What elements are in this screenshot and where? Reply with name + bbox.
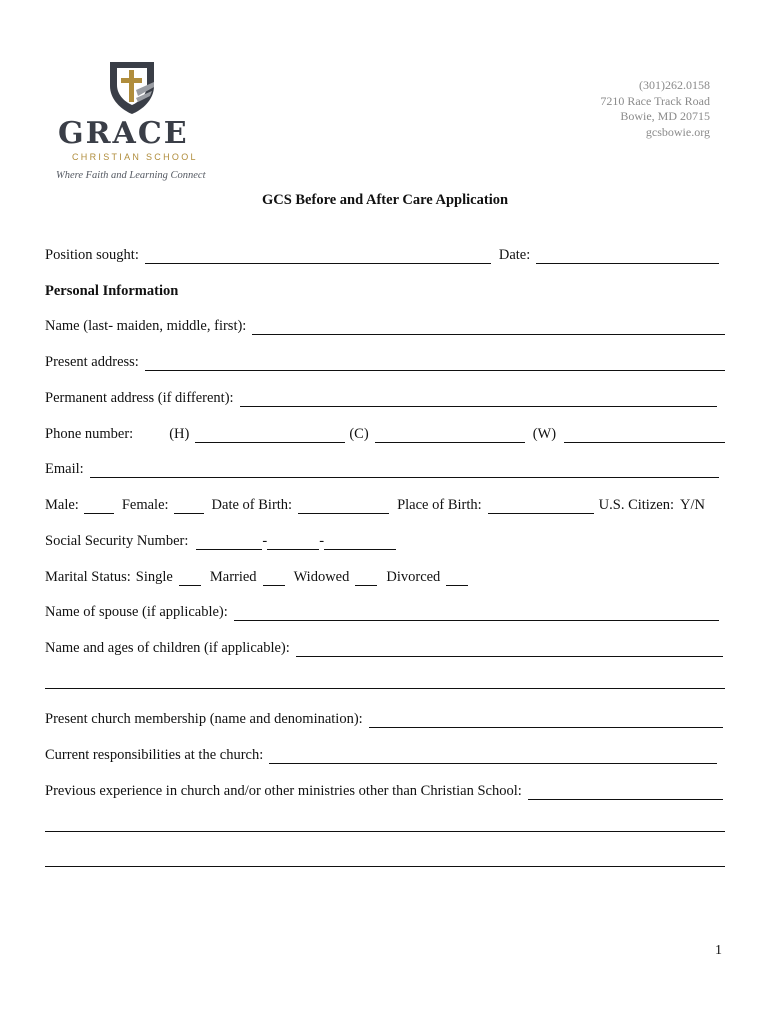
page-number: 1	[715, 943, 722, 958]
position-row	[45, 246, 725, 264]
contact-phone: (301)262.0158	[639, 78, 710, 92]
phone-home-field[interactable]	[195, 428, 345, 443]
shield-cross-icon	[106, 60, 158, 116]
dob-label: Date of Birth:	[211, 497, 293, 513]
spouse-field[interactable]	[234, 606, 719, 621]
previous-experience-field[interactable]	[528, 785, 723, 800]
married-label: Married	[209, 569, 257, 585]
email-label: Email:	[45, 461, 84, 477]
position-label: Position sought:	[45, 247, 139, 263]
phone-label: Phone number:	[45, 426, 134, 442]
present-address-label: Present address:	[45, 354, 139, 370]
school-logo	[56, 60, 216, 184]
pob-label: Place of Birth:	[397, 497, 482, 513]
email-row	[45, 460, 725, 478]
widowed-label: Widowed	[293, 569, 350, 585]
ssn-label: Social Security Number:	[45, 533, 189, 549]
church-responsibilities-row	[45, 746, 725, 764]
male-label: Male:	[45, 497, 79, 513]
marital-label: Marital Status:	[45, 569, 131, 585]
phone-cell-field[interactable]	[375, 428, 525, 443]
widowed-field[interactable]	[355, 571, 377, 586]
phone-work-field[interactable]	[564, 428, 725, 443]
dob-field[interactable]	[298, 499, 389, 514]
male-field[interactable]	[84, 499, 114, 514]
phone-cell-label: (C)	[349, 426, 369, 442]
logo-tagline: Where Faith and Learning Connect	[56, 170, 206, 181]
children-field[interactable]	[296, 642, 723, 657]
contact-street: 7210 Race Track Road	[600, 93, 710, 108]
marital-row	[45, 568, 725, 586]
logo-wordmark: GRACE	[58, 116, 189, 151]
church-responsibilities-label: Current responsibilities at the church:	[45, 747, 264, 763]
previous-experience-label: Previous experience in church and/or other ministries other than Christian School:	[45, 783, 522, 799]
ssn-dash-1: -	[262, 533, 268, 549]
ssn-dash-2: -	[319, 533, 325, 549]
date-label: Date:	[498, 247, 531, 263]
divorced-label: Divorced	[386, 569, 441, 585]
children-continuation-line[interactable]	[45, 688, 725, 689]
ssn-row	[45, 532, 725, 550]
name-field[interactable]	[252, 320, 725, 335]
single-field[interactable]	[179, 571, 201, 586]
ssn-part-2-field[interactable]	[267, 535, 319, 550]
contact-website: gcsbowie.org	[645, 124, 710, 139]
permanent-address-field[interactable]	[240, 392, 717, 407]
experience-continuation-line-1[interactable]	[45, 831, 725, 832]
children-label: Name and ages of children (if applicable):	[45, 640, 290, 656]
name-label: Name (last- maiden, middle, first):	[45, 318, 247, 334]
form-title: GCS Before and After Care Application	[261, 192, 509, 208]
logo-subtitle: CHRISTIAN SCHOOL	[72, 152, 198, 162]
present-address-row	[45, 353, 725, 371]
phone-row	[45, 425, 725, 443]
position-field[interactable]	[145, 249, 491, 264]
children-row	[45, 639, 725, 657]
personal-heading	[45, 282, 725, 300]
single-label: Single	[135, 569, 173, 585]
contact-city: Bowie, MD 20715	[620, 109, 710, 123]
present-address-field[interactable]	[145, 356, 725, 371]
female-field[interactable]	[174, 499, 204, 514]
pob-field[interactable]	[488, 499, 594, 514]
citizen-options[interactable]: Y/N	[680, 497, 705, 513]
date-field[interactable]	[536, 249, 719, 264]
previous-experience-row	[45, 782, 725, 800]
phone-home-label: (H)	[169, 426, 190, 442]
name-row	[45, 317, 725, 335]
church-membership-row	[45, 710, 725, 728]
female-label: Female:	[121, 497, 169, 513]
email-field[interactable]	[90, 463, 719, 478]
contact-block	[600, 78, 710, 140]
phone-work-label: (W)	[532, 426, 557, 442]
citizen-label: U.S. Citizen:	[598, 497, 674, 513]
ssn-part-3-field[interactable]	[324, 535, 396, 550]
experience-continuation-line-2[interactable]	[45, 866, 725, 867]
personal-details-row	[45, 496, 725, 514]
church-membership-field[interactable]	[369, 713, 723, 728]
married-field[interactable]	[263, 571, 285, 586]
permanent-address-row	[45, 389, 725, 407]
spouse-row	[45, 603, 725, 621]
ssn-part-1-field[interactable]	[196, 535, 262, 550]
permanent-address-label: Permanent address (if different):	[45, 390, 234, 406]
church-membership-label: Present church membership (name and denomination):	[45, 711, 363, 727]
divorced-field[interactable]	[446, 571, 468, 586]
church-responsibilities-field[interactable]	[269, 749, 717, 764]
personal-heading-text: Personal Information	[45, 283, 179, 299]
spouse-label: Name of spouse (if applicable):	[45, 604, 228, 620]
